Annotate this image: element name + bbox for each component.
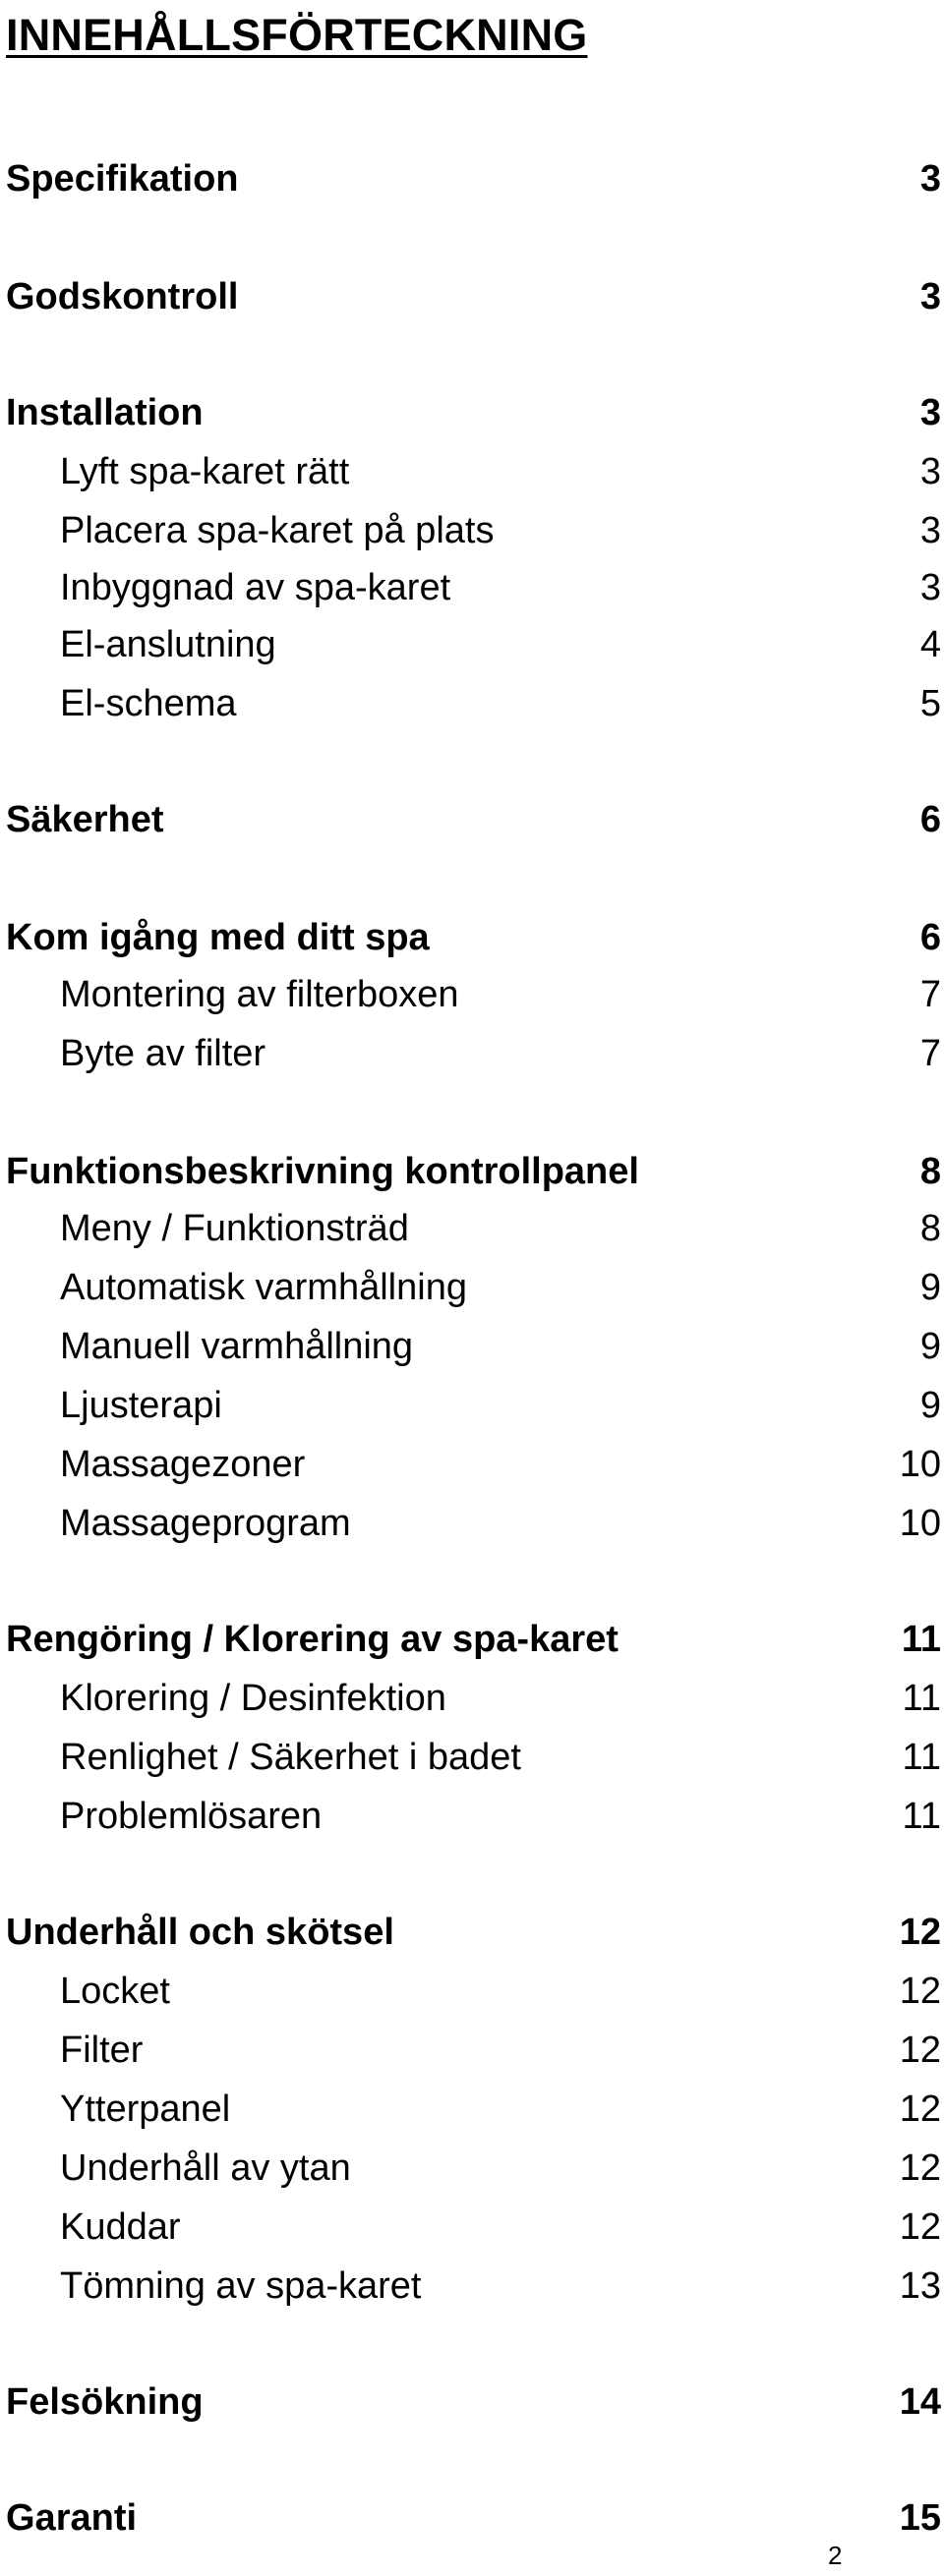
toc-section-entry <box>0 2492 944 2544</box>
toc-section-entry <box>0 912 944 963</box>
toc-subsection-entry <box>0 2202 944 2253</box>
toc-entry-label: Lyft spa-karet rätt <box>60 451 350 492</box>
toc-subsection-entry <box>0 1203 944 1254</box>
toc-section-entry <box>0 1146 944 1197</box>
toc-entry-label: Underhåll av ytan <box>60 2147 351 2189</box>
toc-entry-label: Meny / Funktionsträd <box>60 1208 409 1249</box>
toc-entry-page: 13 <box>899 2265 941 2307</box>
toc-section-entry <box>0 153 944 204</box>
toc-entry-page: 11 <box>902 1796 941 1837</box>
toc-entry-page: 11 <box>902 1678 941 1719</box>
toc-entry-page: 10 <box>899 1503 941 1544</box>
toc-entry-label: Installation <box>6 392 204 433</box>
toc-entry-page: 9 <box>919 1267 941 1308</box>
toc-entry-page: 14 <box>899 2381 941 2423</box>
toc-entry-page: 3 <box>919 510 941 551</box>
toc-entry-label: Montering av filterboxen <box>60 974 459 1015</box>
toc-entry-label: Rengöring / Klorering av spa-karet <box>6 1619 619 1660</box>
toc-entry-page: 4 <box>919 624 941 665</box>
toc-subsection-entry <box>0 1028 944 1079</box>
toc-entry-label: Kuddar <box>60 2206 181 2248</box>
toc-entry-label: Klorering / Desinfektion <box>60 1678 446 1719</box>
toc-entry-page: 11 <box>901 1619 941 1660</box>
toc-subsection-entry <box>0 1966 944 2017</box>
toc-section-entry <box>0 2376 944 2428</box>
toc-subsection-entry <box>0 1791 944 1842</box>
toc-entry-label: Manuell varmhållning <box>60 1326 414 1367</box>
toc-entry-page: 6 <box>919 799 941 840</box>
toc-entry-label: Godskontroll <box>6 276 239 317</box>
toc-entry-page: 5 <box>919 683 941 724</box>
toc-entry-label: Locket <box>60 1971 170 2012</box>
toc-entry-page: 12 <box>899 1912 941 1953</box>
toc-entry-page: 8 <box>919 1208 941 1249</box>
toc-subsection-entry <box>0 2143 944 2194</box>
toc-section-entry <box>0 271 944 322</box>
toc-entry-page: 12 <box>899 2030 941 2071</box>
toc-subsection-entry <box>0 2025 944 2076</box>
toc-subsection-entry <box>0 505 944 556</box>
toc-entry-page: 12 <box>899 2089 941 2130</box>
toc-title: INNEHÅLLSFÖRTECKNING <box>6 10 588 60</box>
toc-entry-page: 9 <box>919 1326 941 1367</box>
toc-subsection-entry <box>0 562 944 613</box>
toc-subsection-entry <box>0 678 944 729</box>
toc-entry-page: 3 <box>919 392 941 433</box>
toc-entry-label: Garanti <box>6 2497 138 2539</box>
toc-subsection-entry <box>0 1262 944 1313</box>
toc-section-entry <box>0 387 944 438</box>
toc-section-entry <box>0 794 944 845</box>
page-number: 2 <box>828 2541 843 2570</box>
toc-entry-label: Kom igång med ditt spa <box>6 917 430 958</box>
toc-entry-page: 15 <box>899 2497 941 2539</box>
toc-subsection-entry <box>0 1498 944 1549</box>
toc-entry-label: Säkerhet <box>6 799 164 840</box>
toc-entry-page: 12 <box>899 1971 941 2012</box>
toc-entry-page: 12 <box>899 2206 941 2248</box>
toc-entry-label: El-anslutning <box>60 624 276 665</box>
toc-entry-label: Tömning av spa-karet <box>60 2265 422 2307</box>
toc-entry-label: Automatisk varmhållning <box>60 1267 467 1308</box>
toc-subsection-entry <box>0 446 944 497</box>
toc-entry-label: Byte av filter <box>60 1033 266 1074</box>
toc-subsection-entry <box>0 2084 944 2135</box>
toc-entry-page: 8 <box>919 1151 941 1192</box>
toc-subsection-entry <box>0 1732 944 1783</box>
toc-entry-page: 6 <box>919 917 941 958</box>
toc-entry-page: 11 <box>902 1737 941 1778</box>
toc-section-entry <box>0 1614 944 1665</box>
toc-section-entry <box>0 1907 944 1958</box>
toc-subsection-entry <box>0 619 944 670</box>
toc-entry-label: Funktionsbeskrivning kontrollpanel <box>6 1151 639 1192</box>
toc-entry-label: Massagezoner <box>60 1444 306 1485</box>
toc-entry-label: Massageprogram <box>60 1503 351 1544</box>
toc-entry-page: 7 <box>919 974 941 1015</box>
toc-entry-page: 3 <box>919 276 941 317</box>
toc-subsection-entry <box>0 1380 944 1431</box>
toc-entry-label: Felsökning <box>6 2381 204 2423</box>
toc-entry-page: 9 <box>919 1385 941 1426</box>
toc-entry-page: 3 <box>919 158 941 200</box>
toc-entry-label: Renlighet / Säkerhet i badet <box>60 1737 521 1778</box>
toc-subsection-entry <box>0 969 944 1020</box>
toc-subsection-entry <box>0 2261 944 2312</box>
toc-entry-page: 3 <box>919 451 941 492</box>
toc-entry-page: 7 <box>919 1033 941 1074</box>
toc-subsection-entry <box>0 1673 944 1724</box>
toc-entry-label: Placera spa-karet på plats <box>60 510 495 551</box>
toc-entry-page: 10 <box>899 1444 941 1485</box>
toc-subsection-entry <box>0 1321 944 1372</box>
toc-entry-label: Ljusterapi <box>60 1385 222 1426</box>
toc-entry-page: 3 <box>919 567 941 608</box>
toc-entry-label: Problemlösaren <box>60 1796 323 1837</box>
toc-entry-label: El-schema <box>60 683 237 724</box>
toc-entry-page: 12 <box>899 2147 941 2189</box>
toc-entry-label: Specifikation <box>6 158 239 200</box>
toc-entry-label: Ytterpanel <box>60 2089 231 2130</box>
toc-entry-label: Filter <box>60 2030 144 2071</box>
toc-entry-label: Underhåll och skötsel <box>6 1912 394 1953</box>
toc-subsection-entry <box>0 1439 944 1490</box>
toc-entry-label: Inbyggnad av spa-karet <box>60 567 451 608</box>
